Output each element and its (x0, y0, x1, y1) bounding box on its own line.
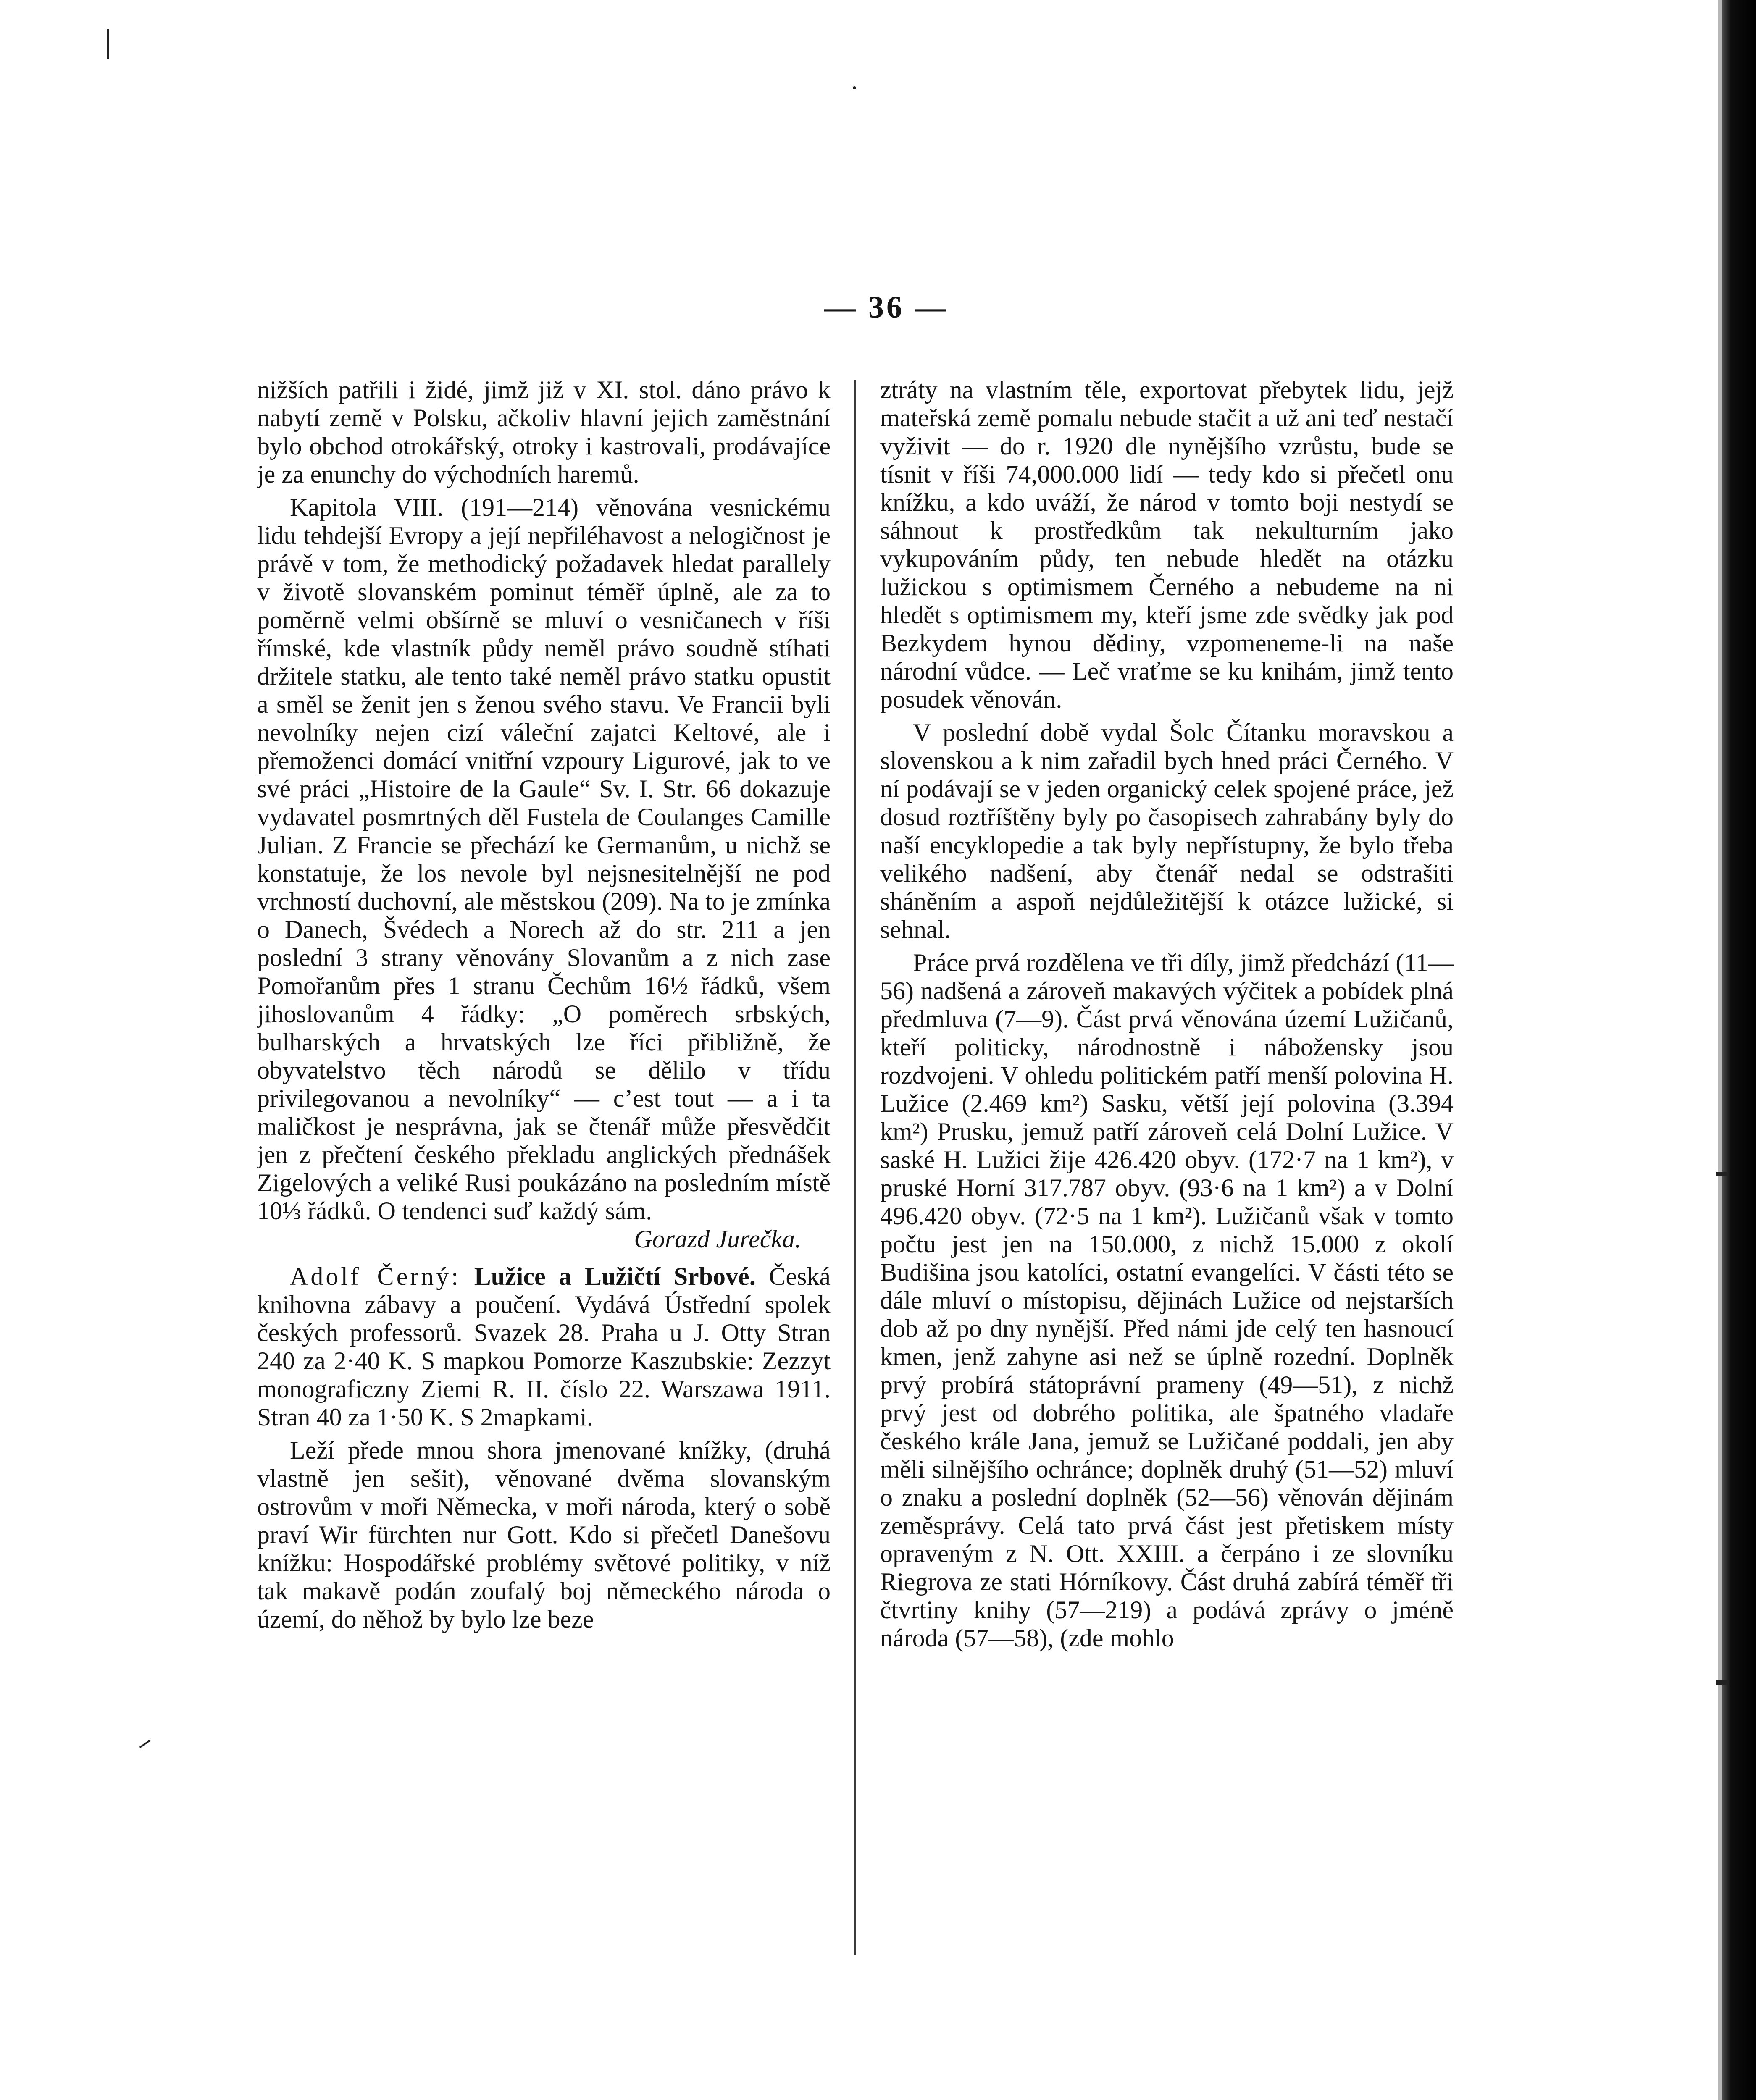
left-column (257, 376, 831, 2100)
right-paragraph: ztráty na vlastním těle, exportovat přebytek lidu, jejž mateřská země pomalu nebude stačit a už ani teď nestačí vyživit — do r. 1920 dle nynějšího vzrůstu, bude se tísnit v říši 74,000.000 lidí — tedy kdo si přečetl onu knížku, a kdo uváží, že národ v tomto boji nestydí se sáhnout k prostředkům tak nekulturním jako vykupováním půdy, ten nebude hledět na otázku lužickou s optimismem Černého a nebudeme na ni hledět s optimismem my, kteří jsme zde svědky jak pod Bezkydem hynou dědiny, vzpomeneme-li na naše národní vůdce. — Leč vraťme se ku knihám, jimž tento posudek věnován. (880, 376, 1454, 713)
review-heading (257, 1263, 831, 1431)
margin-mark (107, 29, 109, 59)
right-paragraph: Práce prvá rozdělena ve tři díly, jimž předchází (11—56) nadšená a zároveň makavých výčitek a pobídek plná předmluva (7—9). Část prvá věnována území Lužičanů, kteří politicky, národnostně i nábožensky jsou rozdvojeni. V ohledu politickém patří menší polovina H. Lužice (2.469 km²) Sasku, větší její polovina (3.394 km²) Prusku, jemuž patří zároveň celá Dolní Lužice. V saské H. Lužici žije 426.420 obyv. (172·7 na 1 km²), v pruské Horní 317.787 obyv. (93·6 na 1 km²) a v Dolní 496.420 obyv. (72·5 na 1 km²). Lužičanů však v tomto počtu jest jen na 150.000, z nichž 15.000 z okolí Budišina jsou katolíci, ostatní evangelíci. V části této se dále mluví o místopisu, dějinách Lužice od nejstarších dob až po dny nynější. Před námi jde celý ten hasnoucí kmen, jenž zahyne asi než se úplně rozední. Doplněk prvý probírá státoprávní prameny (49—51), z nichž prvý jest od dobrého politika, ale špatného vladaře českého krále Jana, jemuž se Lužičané poddali, jen aby měli silnějšího ochránce; doplněk druhý (51—52) mluví o znaku a poslední doplněk (52—56) věnován dějinám zeměsprávy. Celá tato prvá část jest přetiskem místy opraveným z N. Ott. XXIII. a čerpáno i ze slovníku Riegrova ze stati Hórníkovy. Část druhá zabírá téměř tři čtvrtiny knihy (57—219) a podává zprávy o jméně národa (57—58), (zde mohlo (880, 949, 1454, 1652)
review-bibliography: Česká knihovna zábavy a poučení. Vydává Ústřední spolek českých professorů. Svazek 28. Praha u J. Otty Stran 240 za 2·40 K. S mapkou Pomorze Kaszubskie: Zezzyt monograficzny Ziemi R. II. číslo 22. Warszawa 1911. Stran 40 za 1·50 K. S 2mapkami. (257, 1263, 831, 1431)
right-column (880, 376, 1454, 2100)
left-paragraph: Kapitola VIII. (191—214) věnována vesnickému lidu tehdejší Evropy a její nepřiléhavost a nelogičnost je právě v tom, že methodický požadavek hledat parallely v životě slovanském pominut téměř úplně, ale za to poměrně velmi obšírně se mluví o vesničanech v říši římské, kde vlastník půdy neměl právo soudně stíhati držitele statku, ale tento také neměl právo statku opustit a směl se ženit jen s ženou svého stavu. Ve Francii byli nevolníky nejen cizí váleční zajatci Keltové, ale i přemoženci domácí vnitřní vzpoury Ligurové, jak to ve své práci „Histoire de la Gaule“ Sv. I. Str. 66 dokazuje vydavatel posmrtných děl Fustela de Coulanges Camille Julian. Z Francie se přechází ke Germanům, u nichž se konstatuje, že los nevole byl nejsnesitelnější ne pod vrchností duchovní, ale městskou (209). Na to je zmínka o Danech, Švédech a Norech až do str. 211 a jen poslední 3 strany věnovány Slovanům a z nich zase Pomořanům přes 1 stranu Čechům 16½ řádků, všem jihoslovanům 4 řádky: „O poměrech srbských, bulharských a hrvatských lze říci přibližně, že obyvatelstvo těch národů se dělilo v třídu privilegovanou a nevolníky“ — c’est tout — a i ta maličkost je nesprávna, jak se čtenář může přesvědčit jen z přečtení českého překladu anglických přednášek Zigelových a veliké Rusi poukázáno na posledním místě 10⅓ řádků. O tendenci suď každý sám. (257, 494, 831, 1225)
left-paragraph: nižších patřili i židé, jimž již v XI. stol. dáno právo k nabytí země v Polsku, ačkoliv hlavní jejich zaměstnání bylo obchod otrokářský, otroky i kastrovali, prodávajíce je za enunchy do východních haremů. (257, 376, 831, 488)
review-title: Lužice a Lužičtí Srbové. (474, 1263, 756, 1290)
spine-edge (1718, 0, 1722, 2100)
review-author: Adolf Černý: (290, 1263, 461, 1290)
page-number: — 36 — (824, 290, 949, 325)
margin-mark (853, 86, 856, 89)
book-spine (1722, 0, 1756, 2100)
review-signature: Gorazd Jurečka. (634, 1225, 801, 1253)
left-paragraph: Leží přede mnou shora jmenované knížky, (druhá vlastně jen sešit), věnované dvěma slovanským ostrovům v moři Německa, v moři národa, který o sobě praví Wir fürchten nur Gott. Kdo si přečetl Danešovu knížku: Hospodářské problémy světové politiky, v níž tak makavě podán zoufalý boj německého národa o území, do něhož by bylo lze beze (257, 1436, 831, 1633)
right-paragraph: V poslední době vydal Šolc Čítanku moravskou a slovenskou a k nim zařadil bych hned práci Černého. V ní podávají se v jeden organický celek spojené práce, jež dosud roztříštěny byly po časopisech zahrabány byly do naší encyklopedie a tak byly nepřístupny, že bylo třeba velikého nadšení, aby čtenář nedal se odstrašiti sháněním a aspoň nejdůležitější k otázce lužické, si sehnal. (880, 719, 1454, 943)
margin-mark (1716, 1680, 1729, 1685)
margin-mark (139, 1740, 151, 1748)
column-divider (854, 380, 856, 1955)
margin-mark (1716, 1172, 1729, 1176)
